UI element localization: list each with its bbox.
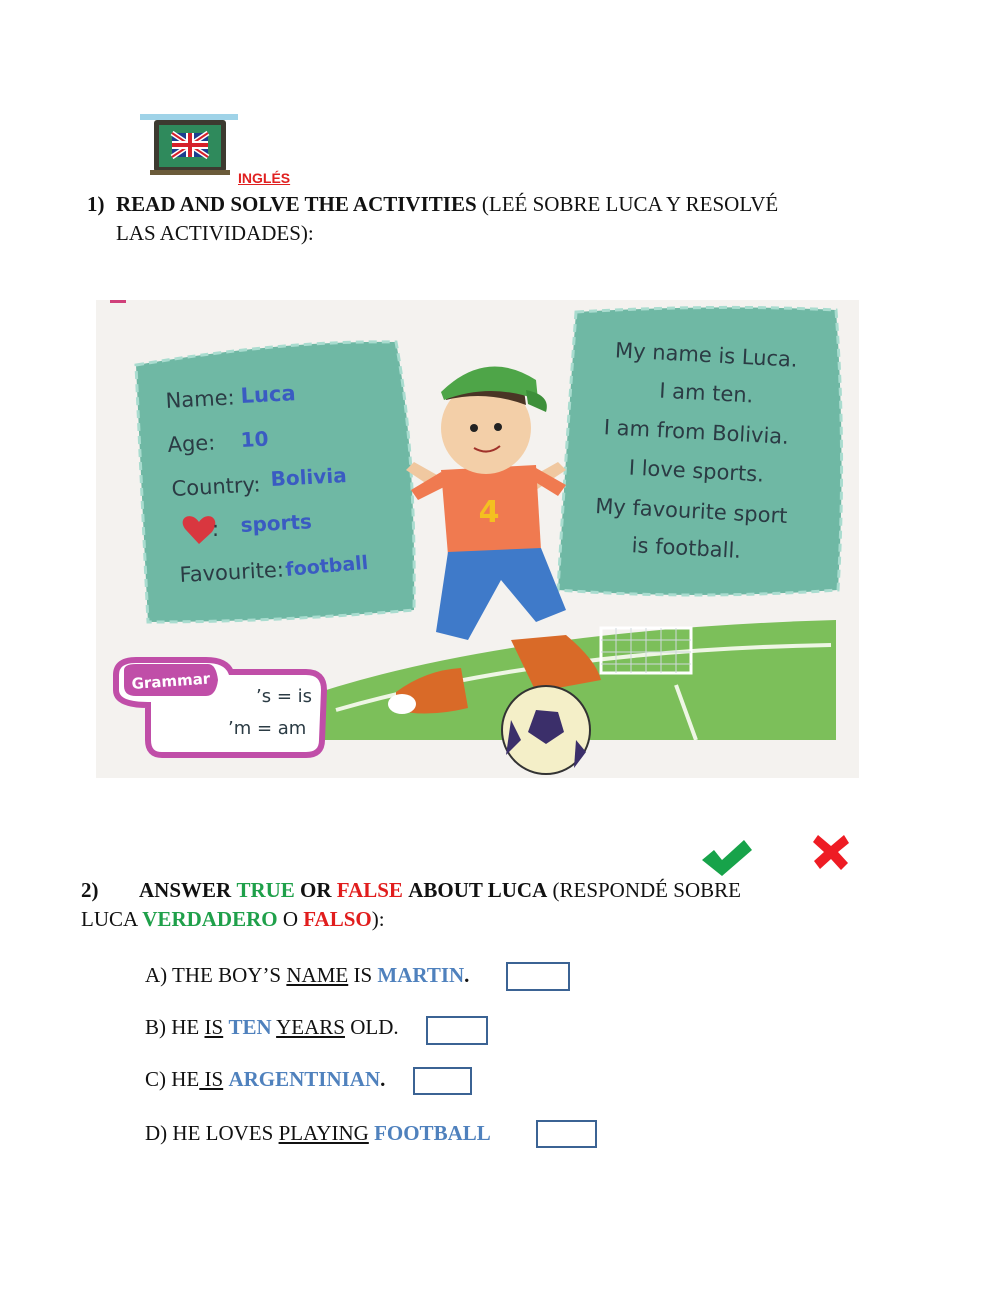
- id-age-value: 10: [240, 426, 270, 452]
- statement-a: [145, 961, 469, 989]
- statement-a-end: .: [464, 963, 470, 987]
- question-1-translation: (LEÉ SOBRE LUCA Y RESOLVÉ: [481, 192, 779, 216]
- subject-title: INGLÉS: [238, 170, 291, 186]
- id-country-label: Country:: [171, 472, 262, 501]
- statement-b-underlined-years: YEARS: [276, 1015, 345, 1039]
- id-age-label: Age:: [167, 430, 216, 457]
- true-word: TRUE: [236, 878, 295, 902]
- statement-b-underlined-is: IS: [204, 1015, 224, 1039]
- translation-end: ):: [371, 907, 385, 931]
- statement-b-prefix: B) HE: [145, 1015, 200, 1039]
- speech-line-5: My favourite sport: [594, 493, 789, 529]
- statement-c-end: .: [380, 1067, 386, 1091]
- id-love-value: sports: [240, 509, 313, 537]
- statement-d-underlined: PLAYING: [278, 1121, 369, 1145]
- answer-box-d[interactable]: [536, 1120, 597, 1148]
- shirt-number: 4: [478, 495, 500, 530]
- question-2: [81, 876, 841, 934]
- statement-c: [145, 1065, 385, 1093]
- speech-line-6: is football.: [631, 533, 742, 563]
- question-2-answer-word: ANSWER: [139, 878, 232, 902]
- statement-c-keyword: ARGENTINIAN: [228, 1067, 381, 1091]
- id-name-value: Luca: [240, 381, 297, 408]
- cross-icon: [812, 833, 850, 871]
- grammar-rule-am: ’m = am: [228, 718, 307, 739]
- question-2-number: 2): [81, 878, 99, 902]
- statement-a-prefix: A) THE BOY’S: [145, 963, 282, 987]
- grammar-rule-is: ’s = is: [256, 686, 313, 707]
- answer-box-b[interactable]: [426, 1016, 488, 1045]
- statement-d-prefix: D) HE LOVES: [145, 1121, 274, 1145]
- about-luca: ABOUT LUCA: [408, 878, 548, 902]
- question-1: [87, 190, 867, 248]
- answer-box-c[interactable]: [413, 1067, 472, 1095]
- statement-c-prefix: C) HE: [145, 1067, 200, 1091]
- answer-box-a[interactable]: [506, 962, 570, 991]
- speech-line-3: I am from Bolivia.: [603, 415, 790, 449]
- translation-luca: LUCA: [81, 907, 138, 931]
- id-country-value: Bolivia: [270, 463, 348, 491]
- statement-a-underlined: NAME: [286, 963, 349, 987]
- o-word: O: [282, 907, 299, 931]
- verdadero-word: VERDADERO: [142, 907, 278, 931]
- statement-a-keyword: MARTIN: [377, 963, 465, 987]
- speech-line-4: I love sports.: [628, 455, 765, 487]
- grammar-title: Grammar: [131, 669, 211, 693]
- id-favourite-label: Favourite:: [179, 557, 285, 587]
- statement-b: [145, 1013, 399, 1041]
- check-icon: [700, 838, 754, 878]
- statement-b-keyword: TEN: [228, 1015, 272, 1039]
- id-love-label: :: [212, 517, 220, 541]
- speech-line-2: I am ten.: [658, 378, 754, 408]
- false-word: FALSE: [336, 878, 403, 902]
- speech-card: [558, 307, 842, 595]
- id-name-label: Name:: [165, 385, 236, 413]
- id-card: [136, 342, 414, 622]
- statement-b-end: OLD.: [350, 1015, 399, 1039]
- uk-flag-board-icon: [140, 114, 238, 178]
- statement-a-mid: IS: [353, 963, 373, 987]
- grammar-box: [116, 660, 324, 755]
- falso-word: FALSO: [303, 907, 372, 931]
- translation-start: (RESPONDÉ SOBRE: [552, 878, 741, 902]
- or-word: OR: [300, 878, 332, 902]
- statement-d-keyword: FOOTBALL: [374, 1121, 491, 1145]
- id-favourite-value: football: [284, 551, 370, 581]
- statement-c-underlined: IS: [204, 1067, 224, 1091]
- speech-line-1: My name is Luca.: [614, 338, 799, 372]
- question-1-translation-line2: LAS ACTIVIDADES):: [116, 221, 314, 245]
- question-1-number: 1): [87, 192, 105, 216]
- statement-d: [145, 1119, 491, 1147]
- question-1-instruction: READ AND SOLVE THE ACTIVITIES: [116, 192, 477, 216]
- luca-illustration: [96, 300, 859, 778]
